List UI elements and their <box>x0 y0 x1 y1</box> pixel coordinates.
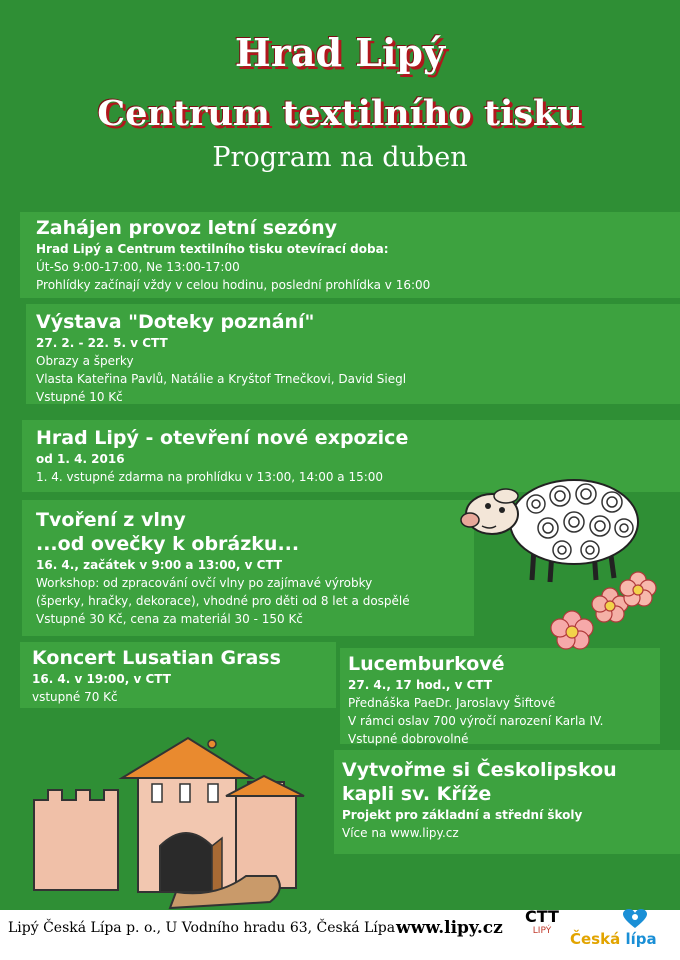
title-line1: Hrad Lipý <box>234 30 446 75</box>
event-line: Vstupné 30 Kč, cena za materiál 30 - 150 Kč <box>36 612 303 626</box>
event-line: Prohlídky začínají vždy v celou hodinu, poslední prohlídka v 16:00 <box>36 278 431 292</box>
event-opening <box>36 216 430 294</box>
ceska-lipa-logo-name <box>570 930 657 948</box>
event-line: Více na www.lipy.cz <box>342 826 459 840</box>
event-line: Út-So 9:00-17:00, Ne 13:00-17:00 <box>36 260 240 274</box>
flowers-illustration <box>540 566 664 650</box>
event-line: (šperky, hračky, dekorace), vhodné pro děti od 8 let a dospělé <box>36 594 410 608</box>
event-title: Tvoření z vlny <box>36 509 186 531</box>
event-subheading: Projekt pro základní a střední školy <box>342 808 583 822</box>
event-exhibition <box>36 310 406 406</box>
event-line: Obrazy a šperky <box>36 354 134 368</box>
event-new-exhibition <box>36 426 408 486</box>
logo-part1: Česká <box>570 930 621 948</box>
event-line: vstupné 70 Kč <box>32 690 118 704</box>
event-title: Koncert Lusatian Grass <box>32 647 281 669</box>
event-chapel-project <box>342 758 617 842</box>
footer-address: Lipý Česká Lípa p. o., U Vodního hradu 63, Česká Lípa <box>8 920 396 936</box>
ctt-logo-mark: CTT <box>525 907 559 926</box>
castle-illustration <box>26 730 330 910</box>
event-title: kapli sv. Kříže <box>342 783 492 805</box>
event-wool-workshop <box>36 508 410 628</box>
ctt-logo-text: LIPÝ <box>532 926 552 936</box>
event-line: 1. 4. vstupné zdarma na prohlídku v 13:00, 14:00 a 15:00 <box>36 470 384 484</box>
subtitle: Program na duben <box>212 142 468 173</box>
event-line: Vlasta Kateřina Pavlů, Natálie a Kryštof Trnečkovi, David Siegl <box>36 372 407 386</box>
event-title: Výstava "Doteky poznání" <box>36 311 315 333</box>
event-line: Vstupné dobrovolné <box>348 732 469 746</box>
event-concert <box>32 646 281 706</box>
event-title: Zahájen provoz letní sezóny <box>36 217 337 239</box>
event-line: Přednáška PaeDr. Jaroslavy Šiftové <box>348 696 556 710</box>
ctt-logo <box>522 908 562 954</box>
event-date: 16. 4. v 19:00, v CTT <box>32 672 171 686</box>
event-date: 27. 2. - 22. 5. v CTT <box>36 336 168 350</box>
event-line: Workshop: od zpracování ovčí vlny po zajímavé výrobky <box>36 576 373 590</box>
ceska-lipa-logo <box>570 908 674 954</box>
event-date: od 1. 4. 2016 <box>36 452 125 466</box>
event-line: Vstupné 10 Kč <box>36 390 123 404</box>
event-title: ...od ovečky k obrázku... <box>36 533 300 555</box>
event-title: Vytvořme si Českolipskou <box>342 759 617 781</box>
event-subheading: Hrad Lipý a Centrum textilního tisku otevírací doba: <box>36 242 389 256</box>
event-title: Hrad Lipý - otevření nové expozice <box>36 427 409 449</box>
event-date: 27. 4., 17 hod., v CTT <box>348 678 493 692</box>
event-title: Lucemburkové <box>348 653 505 675</box>
event-date: 16. 4., začátek v 9:00 a 13:00, v CTT <box>36 558 283 572</box>
heart-icon <box>622 908 648 930</box>
event-line: V rámci oslav 700 výročí narození Karla IV. <box>348 714 604 728</box>
logo-part2: lípa <box>625 930 657 948</box>
title-line2: Centrum textilního tisku <box>97 93 583 134</box>
event-lecture <box>348 652 604 748</box>
footer-url[interactable]: www.lipy.cz <box>396 918 503 938</box>
